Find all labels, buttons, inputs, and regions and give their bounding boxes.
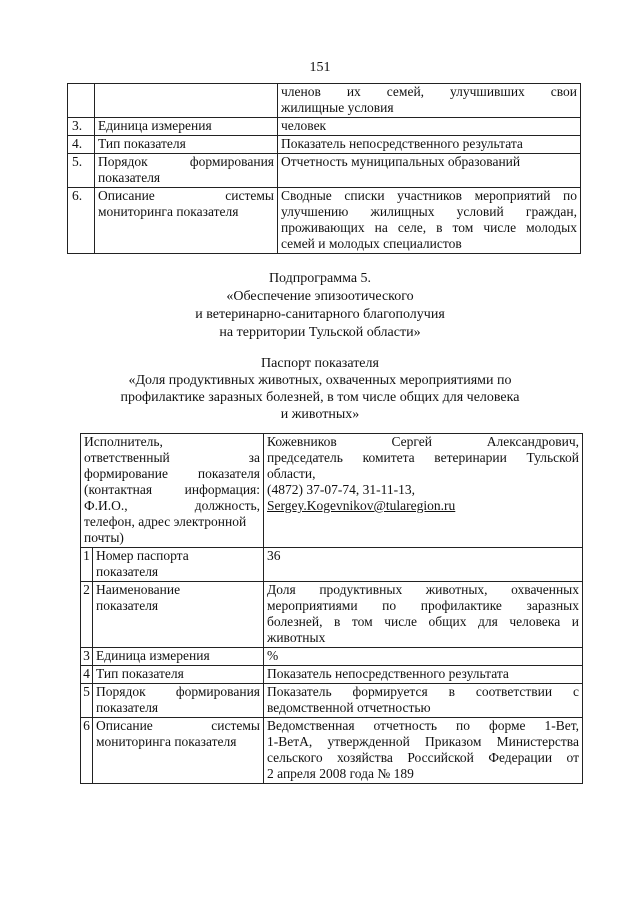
label-line: Исполнитель, <box>84 434 163 449</box>
row-label <box>93 648 264 666</box>
label-line: ответственный за <box>84 450 260 465</box>
value-line: Показатель непосредственного результата <box>267 666 509 681</box>
row-label <box>95 84 278 118</box>
email-link[interactable]: Sergey.Kogevnikov@tularegion.ru <box>267 498 456 513</box>
label-line: (контактная информация: <box>84 482 260 497</box>
row-number: 6 <box>81 718 93 784</box>
label-line: Наименование <box>96 582 181 597</box>
table-row <box>68 118 581 136</box>
label-line: мониторинга показателя <box>98 204 239 219</box>
row-number: 4. <box>68 136 95 154</box>
value-line: мероприятиями по профилактике заразных <box>267 598 579 613</box>
row-label <box>93 684 264 718</box>
row-label <box>93 582 264 648</box>
value-line: сельского хозяйства Российской Федерации от <box>267 750 579 765</box>
table-row <box>81 434 583 548</box>
value-line: % <box>267 648 279 663</box>
page-number: 151 <box>309 60 331 75</box>
value-line: животных <box>267 630 326 645</box>
row-value <box>278 118 581 136</box>
value-line: области, <box>267 466 316 481</box>
table-row <box>81 582 583 648</box>
row-number: 2 <box>81 582 93 648</box>
value-line: председатель комитета ветеринарии Тульской <box>267 450 579 465</box>
row-value <box>264 718 583 784</box>
value-line: человек <box>281 118 327 133</box>
value-line: Показатель непосредственного результата <box>281 136 523 151</box>
value-line: улучшению жилищных условий граждан, <box>281 204 577 219</box>
heading-line: Паспорт показателя <box>261 356 379 371</box>
value-line: Кожевников Сергей Александрович, <box>267 434 579 449</box>
heading-line: «Доля продуктивных животных, охваченных мероприятиями по <box>128 373 512 388</box>
row-label <box>95 188 278 254</box>
indicator-table-continued <box>67 83 581 254</box>
label-line: показателя <box>96 564 159 579</box>
row-value <box>278 154 581 188</box>
row-number: 3 <box>81 648 93 666</box>
row-number: 5. <box>68 154 95 188</box>
heading-line: Подпрограмма 5. <box>268 271 372 286</box>
subprogram-heading <box>0 270 640 342</box>
value-line: Отчетность муниципальных образований <box>281 154 521 169</box>
label-line: Порядок формирования <box>98 154 274 169</box>
value-line: 36 <box>267 548 281 563</box>
row-value <box>278 84 581 118</box>
value-line: болезней, в том числе общих для человека и <box>267 614 579 629</box>
row-label <box>95 154 278 188</box>
value-line: ведомственной отчетностью <box>267 700 431 715</box>
row-number: 4 <box>81 666 93 684</box>
heading-line: профилактике заразных болезней, в том числе общих для человека <box>120 390 520 405</box>
value-line: жилищные условия <box>281 100 394 115</box>
label-line: Описание системы <box>96 718 260 733</box>
row-number: 1 <box>81 548 93 582</box>
row-value <box>264 648 583 666</box>
value-line: Ведомственная отчетность по форме 1-Вет, <box>267 718 579 733</box>
row-label <box>93 548 264 582</box>
label-line: формирование показателя <box>84 466 260 481</box>
label-line: телефон, адрес электронной <box>84 514 247 529</box>
passport-table <box>80 433 583 784</box>
heading-line: и ветеринарно-санитарного благополучия <box>195 307 445 322</box>
table-row <box>81 718 583 784</box>
table-row <box>81 684 583 718</box>
row-value <box>264 582 583 648</box>
label-line: показателя <box>96 700 159 715</box>
label-line: Номер паспорта <box>96 548 189 563</box>
row-value <box>264 684 583 718</box>
label-line: Порядок формирования <box>96 684 260 699</box>
label-line: Ф.И.О., должность, <box>84 498 260 513</box>
value-line: проживающих на селе, в том числе молодых <box>281 220 577 235</box>
table-row <box>68 136 581 154</box>
label-line: показателя <box>98 170 161 185</box>
row-number: 5 <box>81 684 93 718</box>
table-row <box>68 188 581 254</box>
heading-line: и животных» <box>280 407 360 422</box>
value-line: 2 апреля 2008 года № 189 <box>267 766 414 781</box>
value-line: Показатель формируется в соответствии с <box>267 684 579 699</box>
value-line: Сводные списки участников мероприятий по <box>281 188 577 203</box>
value-line: семей и молодых специалистов <box>281 236 462 251</box>
row-number <box>68 84 95 118</box>
row-value <box>278 136 581 154</box>
executor-label <box>81 434 264 548</box>
label-line: Единица измерения <box>96 648 210 663</box>
table-row <box>68 84 581 118</box>
row-number: 3. <box>68 118 95 136</box>
heading-line: на территории Тульской области» <box>219 325 421 340</box>
table-row <box>81 648 583 666</box>
passport-heading <box>0 355 640 423</box>
value-line: Доля продуктивных животных, охваченных <box>267 582 579 597</box>
label-line: Тип показателя <box>96 666 184 681</box>
row-value <box>264 548 583 582</box>
table-row <box>81 548 583 582</box>
value-line: членов их семей, улучшивших свои <box>281 84 577 99</box>
label-line: Описание системы <box>98 188 274 203</box>
row-number: 6. <box>68 188 95 254</box>
label-line: почты) <box>84 530 124 545</box>
row-label <box>93 666 264 684</box>
value-line: 1-ВетА, утвержденной Приказом Министерства <box>267 734 579 749</box>
label-line: Единица измерения <box>98 118 212 133</box>
executor-value <box>264 434 583 548</box>
label-line: Тип показателя <box>98 136 186 151</box>
row-label <box>95 118 278 136</box>
table-row <box>81 666 583 684</box>
row-label <box>93 718 264 784</box>
label-line: показателя <box>96 598 159 613</box>
value-line: (4872) 37-07-74, 31-11-13, <box>267 482 415 497</box>
label-line: мониторинга показателя <box>96 734 237 749</box>
row-value <box>264 666 583 684</box>
heading-line: «Обеспечение эпизоотического <box>226 289 414 304</box>
table-row <box>68 154 581 188</box>
row-value <box>278 188 581 254</box>
row-label <box>95 136 278 154</box>
